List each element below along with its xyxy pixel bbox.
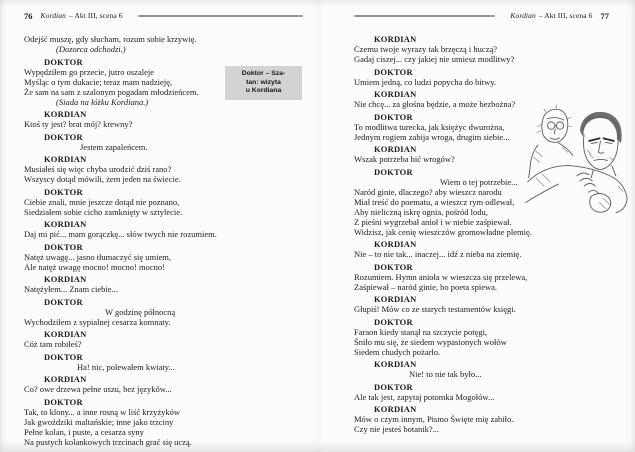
speaker-name: KORDIAN [44, 109, 87, 119]
margin-note-line: u Kordiana [245, 87, 282, 95]
verse-line: Na pustych kolankowych trzcinach grać się uczą. [24, 436, 192, 447]
speaker-name: DOKTOR [374, 111, 413, 122]
verse-line: Naród ginie, dlaczego? aby wieszcz narodu [354, 186, 502, 197]
speaker-name: KORDIAN [44, 374, 87, 384]
verse-line: Wypędziłem go przecie, jutro oszaleje [24, 66, 154, 77]
verse-line: Siedziałem sobie cicho zamknięty w sztylecie. [24, 206, 183, 217]
verse-line: Daj mi pić... mam gorączkę... słów twych nie rozumiem. [24, 229, 217, 239]
verse-line: Wszak potrzeba bić wrogów? [354, 154, 455, 164]
verse-line: Musiałeś się więc chyba urodzić dziś rano? [24, 164, 172, 174]
verse-line-continuation: Nie! to nie tak było... [409, 369, 482, 379]
running-title-left [41, 11, 123, 21]
verse-line: Myśląc o tym dukacie; teraz mam nadzieję, [24, 76, 172, 87]
speaker-name: KORDIAN [374, 294, 417, 304]
verse-line: Czemu twoje wyrazy tak brzęczą i huczą? [354, 44, 498, 54]
verse-line: Ale natęż uwagę mocno! mocno! mocno! [24, 261, 165, 272]
verse-line: Widzisz, jak cenię wieszczów gromowładne plemię. [354, 226, 532, 237]
verse-line-continuation: Wiem o tej potrzebie... [440, 176, 518, 187]
verse-line: Śniło mu się, że siedem wypasionych wołów [354, 336, 507, 347]
header-rule-right [354, 15, 495, 17]
verse-line: Jak gwoździki maltańskie; inne jako trzciny [24, 416, 174, 427]
page-left [0, 0, 317, 452]
verse-line: Ktoś ty jest? brat mój? krewny? [24, 119, 133, 129]
verse-line: Zaśpiewał – naród ginie, bo poeta spiewa. [354, 281, 498, 292]
margin-note-line: Doktor – Sza- [241, 70, 286, 77]
verse-line: Siedem chudych pożarło. [354, 346, 441, 357]
speaker-name: DOKTOR [44, 131, 83, 142]
speaker-name: DOKTOR [44, 56, 83, 67]
speaker-name: DOKTOR [374, 66, 413, 77]
speaker-name: KORDIAN [374, 239, 417, 249]
running-title-right [510, 11, 592, 21]
verse-line: Natężyłem... Znam ciebie... [24, 284, 118, 294]
speaker-name: DOKTOR [44, 296, 83, 307]
stage-direction: (Siada na łóżku Kordiana.) [56, 96, 149, 107]
verse-line: Że sam na sam z szalonym pogadam młodzieńcem. [24, 86, 199, 97]
verse-line: Natęż uwagę... jasno tłumaczyć się umiem, [24, 251, 172, 262]
speaker-name: DOKTOR [44, 186, 83, 197]
running-title-work: Kordian [40, 11, 66, 20]
speaker-name: DOKTOR [374, 316, 413, 327]
verse-line: Z pieśni wygrzebał anioł i w niebie zaśpiewał. [354, 216, 512, 227]
verse-line: Miał treść do poematu, a wieszcz rym odlewał, [354, 196, 515, 207]
header-rule-left [138, 15, 303, 17]
speaker-name: KORDIAN [374, 144, 417, 154]
speaker-name: KORDIAN [374, 34, 417, 44]
verse-line: Nie chcę... za głośna będzie, a może bezbożna? [354, 99, 516, 109]
verse-line: Mów o czym innym, Pismo Święte mię zabiło. [354, 414, 514, 424]
verse-line: Odejść muszę, gdy słucham, rozum sobie krzywię. [24, 34, 197, 44]
verse-line: Wszyscy dotąd mówili, żem jeden na świecie. [24, 174, 181, 184]
dialogue-right [354, 34, 609, 434]
verse-line: Tak, to klony... a inne rosną w liść krzyżyków [24, 406, 181, 417]
speaker-name: KORDIAN [374, 359, 417, 369]
verse-line: Cóż tam robiłeś? [24, 339, 82, 349]
verse-line: Co? owe drzewa pełne uszu, bez języków... [24, 384, 172, 394]
verse-line: Pełne kolan, i puste, a cesarza syny [24, 426, 144, 437]
verse-line-continuation: Jestem zapaleńcem. [80, 141, 148, 152]
speaker-name: DOKTOR [374, 166, 413, 177]
verse-line-continuation: W godzinę północną [105, 306, 176, 317]
speaker-name: KORDIAN [44, 219, 87, 229]
speaker-name: KORDIAN [374, 89, 417, 99]
verse-line: Wychodziłem z sypialnej cesarza komnaty. [24, 316, 171, 327]
verse-line: Rozumiem. Hymn anioła w wieszcza się przelewa, [354, 271, 528, 282]
verse-line: Faraon kiedy stanął na szczycie potęgi, [354, 326, 488, 337]
speaker-name: DOKTOR [374, 381, 413, 392]
verse-line: Głupiś! Mów co ze starych testamentów księgi. [354, 304, 516, 314]
verse-line: Aby nieliczną iskrę ognia, pośród lodu, [354, 206, 488, 217]
running-title-work: Kordian [510, 11, 536, 20]
running-title-section: – Akt III, scena 6 [68, 11, 123, 20]
page-header-right [354, 11, 609, 21]
speaker-name: KORDIAN [44, 329, 87, 339]
speaker-name: KORDIAN [44, 154, 87, 164]
speaker-name: DOKTOR [44, 396, 83, 407]
page-right [317, 0, 635, 452]
verse-line: Ale tak jest, zapytaj potomka Mogołów... [354, 391, 495, 402]
speaker-name: KORDIAN [44, 274, 87, 284]
margin-note-line: tan: wizyta [246, 78, 281, 86]
speaker-name: DOKTOR [44, 351, 83, 362]
verse-line-continuation: Ha! nic, polewałem kwiaty... [77, 361, 175, 372]
verse-line: Jednym rogiem zabija wroga, drugim siebie... [354, 131, 510, 142]
verse-line: Ciebie znali, mnie jeszcze dotąd nie poznano, [24, 196, 180, 207]
page-header-left [24, 11, 303, 21]
margin-note [225, 66, 302, 100]
stage-direction: (Dozorca odchodzi.) [56, 44, 126, 54]
speaker-name: KORDIAN [374, 404, 417, 414]
verse-line: To modlitwa turecka, jak księżyc dwurożna, [354, 121, 505, 132]
verse-line: Gadaj ciszej... czy jakiej nie umiesz modlitwy? [354, 54, 515, 64]
speaker-name: DOKTOR [44, 241, 83, 252]
verse-line: Czy nie jesteś botanik?... [354, 424, 439, 434]
running-title-section: – Akt III, scena 6 [538, 11, 593, 20]
verse-line: Umiem jedną, co ludzi popycha do bitwy. [354, 76, 497, 87]
speaker-name: DOKTOR [374, 261, 413, 272]
page-number-right: 77 [600, 11, 609, 21]
verse-line: Nie – to nie tak... inaczej... idź z nieba na ziemię. [354, 249, 522, 259]
page-number-left: 76 [24, 11, 33, 21]
